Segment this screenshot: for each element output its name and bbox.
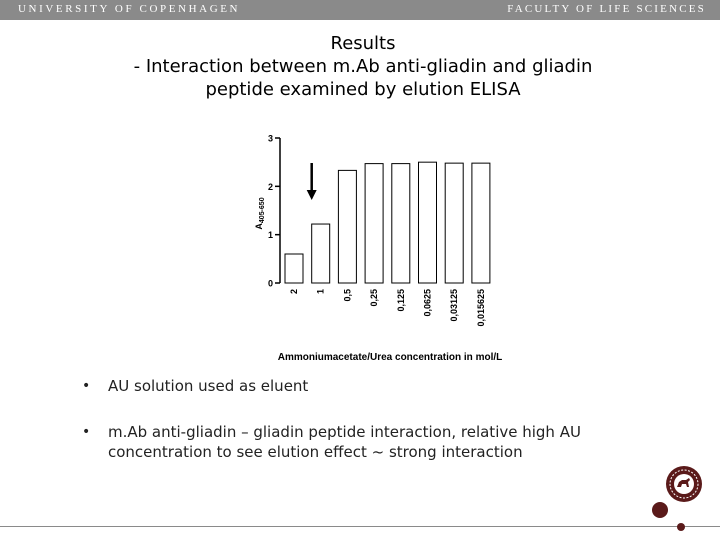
bullet-list (82, 376, 642, 488)
bar (312, 224, 330, 283)
bar (365, 164, 383, 283)
bar (392, 164, 410, 283)
x-tick-label: 0,125 (395, 289, 406, 312)
y-tick-label: 0 (267, 278, 273, 289)
bar (285, 254, 303, 283)
title-line-1: Results (330, 33, 396, 54)
title-line-2: - Interaction between m.Ab anti-gliadin and gliadin (133, 56, 593, 77)
university-name: UNIVERSITY OF COPENHAGEN (18, 3, 241, 15)
y-axis-label: $A_{405-650}$ (254, 197, 266, 230)
bar (338, 170, 356, 283)
bullet-text: AU solution used as eluent (108, 377, 309, 395)
x-tick-label: 0,03125 (449, 289, 460, 322)
faculty-name: FACULTY OF LIFE SCIENCES (507, 3, 706, 15)
elisa-bar-chart (240, 128, 560, 368)
y-tick-label: 3 (267, 133, 273, 144)
annotation-arrow-head (307, 190, 317, 200)
x-axis-label: Ammoniumacetate/Urea concentration in mol/L (277, 352, 503, 363)
bullet-item (82, 376, 642, 396)
title-line-3: peptide examined by elution ELISA (205, 79, 521, 100)
decorative-dot (677, 523, 685, 531)
bullet-dot: • (82, 378, 91, 394)
bullet-item (82, 422, 642, 462)
bar (419, 162, 437, 283)
y-tick-label: 1 (267, 230, 273, 241)
decorative-dot (652, 502, 668, 518)
x-tick-label: 0,5 (342, 289, 353, 302)
bar (472, 163, 490, 283)
slide-title (0, 32, 720, 101)
bullet-text: m.Ab anti-gliadin – gliadin peptide interaction, relative high AU concentration to see elution effect ~ strong interaction (108, 423, 581, 461)
x-tick-label: 1 (315, 289, 326, 295)
header-bar (0, 0, 720, 20)
x-tick-label: 0,25 (369, 289, 380, 307)
bullet-dot: • (82, 424, 91, 440)
bar (445, 163, 463, 283)
y-tick-label: 2 (267, 181, 273, 192)
university-seal-icon (665, 465, 703, 503)
x-tick-label: 0,015625 (475, 289, 486, 327)
x-tick-label: 0,0625 (422, 289, 433, 317)
x-tick-label: 2 (289, 289, 299, 295)
footer-line (0, 526, 720, 527)
